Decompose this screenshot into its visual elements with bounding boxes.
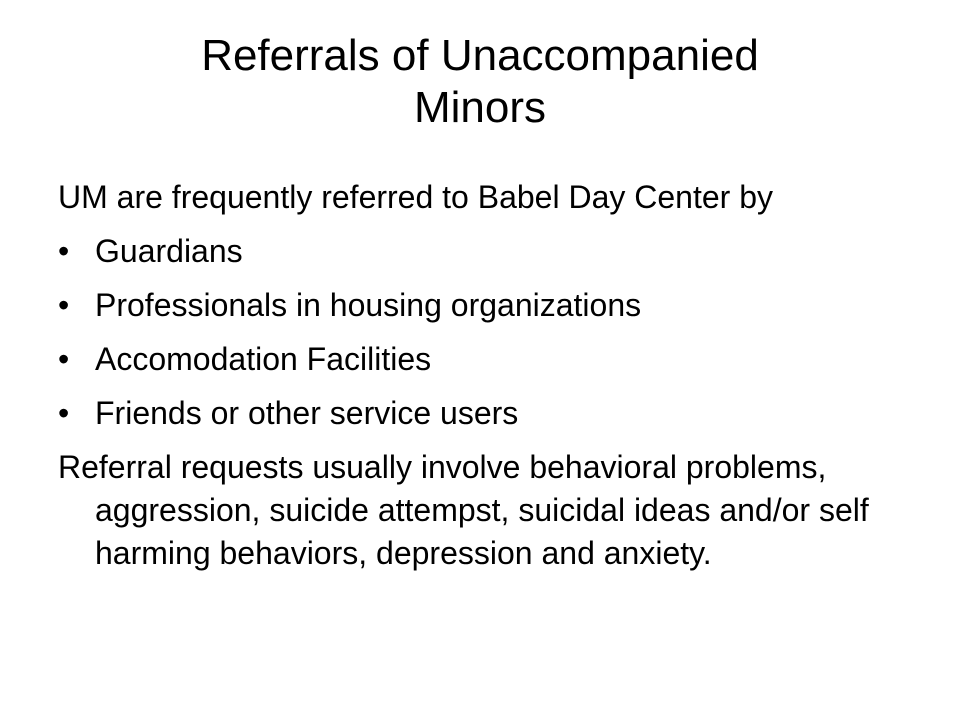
- list-item: [58, 224, 918, 278]
- list-item: [58, 332, 918, 386]
- bullet-icon: •: [58, 287, 70, 323]
- intro-text: UM are frequently referred to Babel Day Center by: [58, 179, 773, 215]
- slide-title: [80, 30, 880, 134]
- list-item-text: Guardians: [95, 233, 243, 269]
- bullet-icon: •: [58, 395, 70, 431]
- list-item-text: Professionals in housing organizations: [95, 287, 642, 323]
- list-item: [58, 278, 918, 332]
- closing-paragraph: Referral requests usually involve behavioral problems, aggression, suicide attempst, suicidal ideas and/or self harming behaviors, depression and anxiety.: [58, 449, 869, 571]
- bullet-icon: •: [58, 233, 70, 269]
- list-item: [58, 386, 918, 440]
- slide-title-line-2: Minors: [413, 83, 547, 132]
- referral-source-list: [58, 224, 918, 440]
- slide-title-line-1: Referrals of Unaccompanied: [201, 31, 759, 80]
- list-item-text: Accomodation Facilities: [95, 341, 432, 377]
- slide-body: [58, 170, 918, 575]
- list-item-text: Friends or other service users: [95, 395, 519, 431]
- bullet-icon: •: [58, 341, 70, 377]
